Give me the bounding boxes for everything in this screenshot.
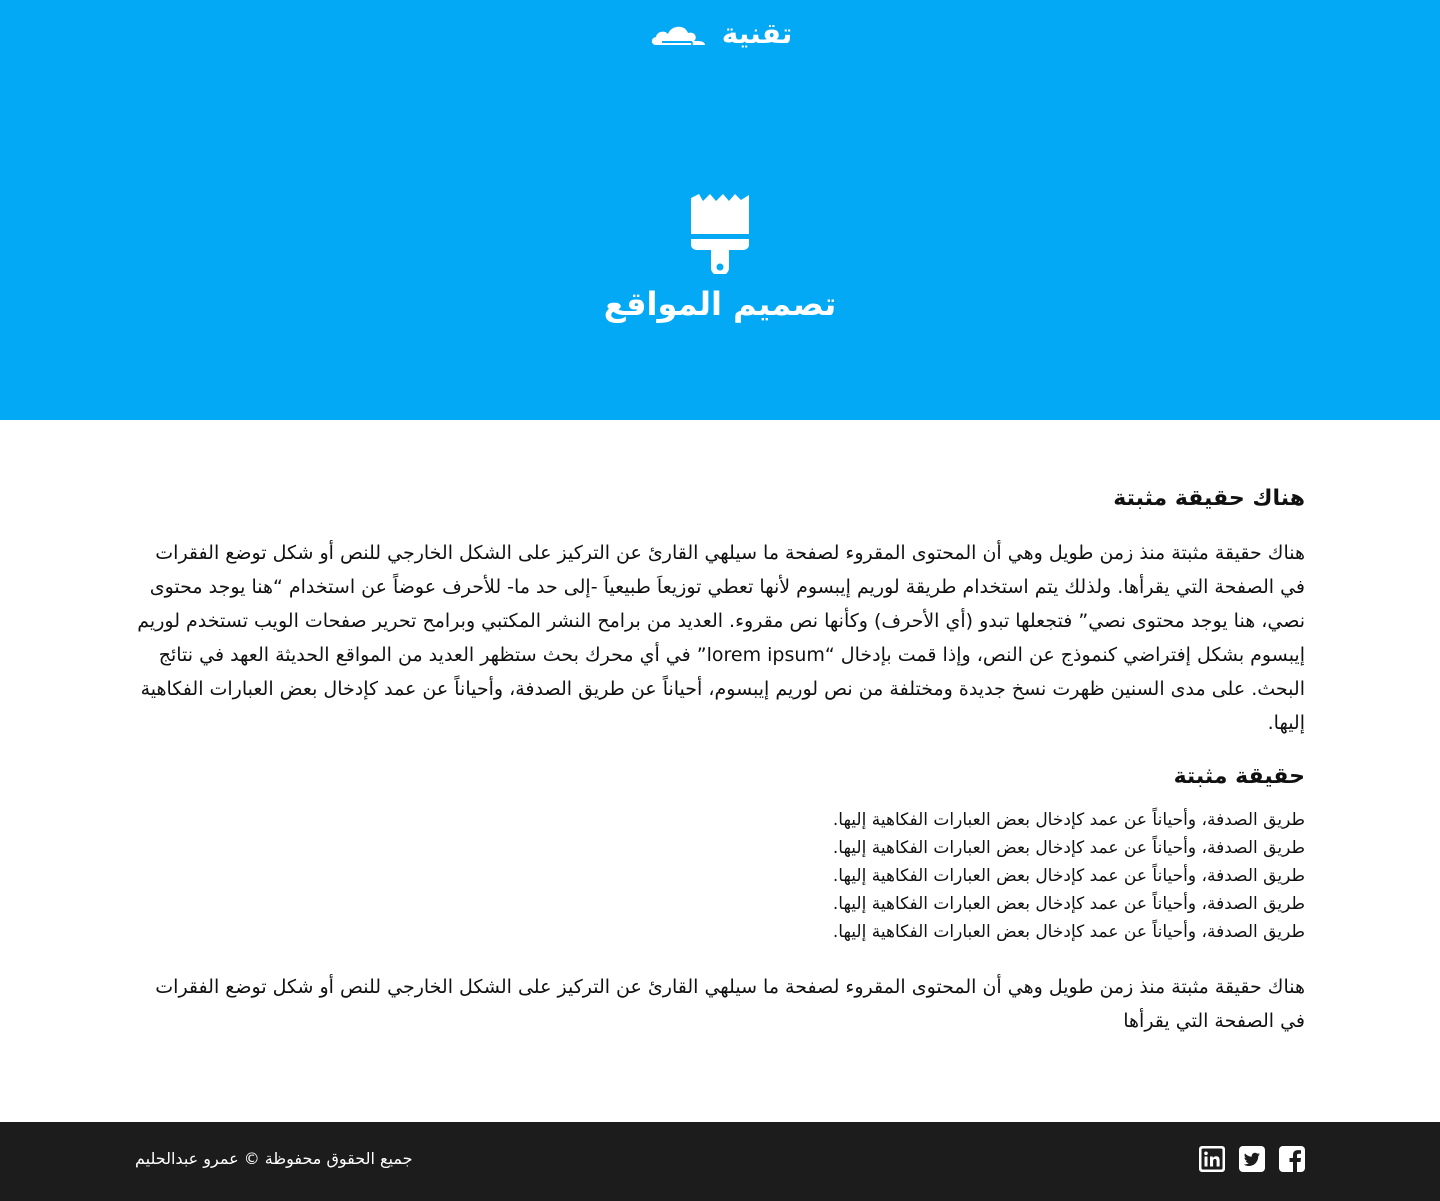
social-links bbox=[1199, 1146, 1305, 1172]
linkedin-link[interactable] bbox=[1199, 1146, 1225, 1172]
facebook-square-icon bbox=[1279, 1146, 1305, 1172]
section-heading-main: هناك حقيقة مثبتة bbox=[1113, 486, 1305, 511]
article bbox=[135, 482, 1305, 1038]
brand[interactable] bbox=[0, 14, 1440, 54]
twitter-link[interactable] bbox=[1239, 1146, 1265, 1172]
list-item: طريق الصدفة، وأحياناً عن عمد كإدخال بعض العبارات الفكاهية إليها. bbox=[832, 922, 1305, 942]
list-item: طريق الصدفة، وأحياناً عن عمد كإدخال بعض العبارات الفكاهية إليها. bbox=[832, 894, 1305, 914]
list-item: طريق الصدفة، وأحياناً عن عمد كإدخال بعض العبارات الفكاهية إليها. bbox=[832, 810, 1305, 830]
footer bbox=[0, 1122, 1440, 1201]
cloud-icon bbox=[648, 17, 706, 51]
linkedin-icon bbox=[1199, 1146, 1225, 1172]
hero-content bbox=[0, 192, 1440, 326]
list-item: طريق الصدفة، وأحياناً عن عمد كإدخال بعض العبارات الفكاهية إليها. bbox=[832, 838, 1305, 858]
article-paragraph: هناك حقيقة مثبتة منذ زمن طويل وهي أن المحتوى المقروء لصفحة ما سيلهي القارئ عن التركيز على الشكل الخارجي للنص أو شكل توضع الفقرات في الصفحة التي يقرأها. ولذلك يتم استخدام طريقة لوريم إيبسوم لأنها تعطي توزيعاَ طبيعياَ -إلى حد ما- للأحرف عوضاً عن استخدام “هنا يوجد محتوى نصي، هنا يوجد محتوى نصي” فتجعلها تبدو (أي الأحرف) وكأنها نص مقروء. العديد من برامح النشر المكتبي وبرامح تحرير صفحات الويب تستخدم لوريم إيبسوم بشكل إفتراضي كنموذج عن النص، وإذا قمت بإدخال “lorem ipsum” في أي محرك بحث ستظهر العديد من المواقع الحديثة العهد في نتائج البحث. على مدى السنين ظهرت نسخ جديدة ومختلفة من نص لوريم إيبسوم، أحياناً عن طريق الصدفة، وأحياناً عن عمد كإدخال بعض العبارات الفكاهية إليها. bbox=[137, 542, 1305, 734]
page-title: تصميم المواقع bbox=[603, 285, 837, 323]
copyright-text: جميع الحقوق محفوظة © عمرو عبدالحليم bbox=[135, 1149, 413, 1168]
bullet-list bbox=[135, 806, 1305, 946]
closing-paragraph: هناك حقيقة مثبتة منذ زمن طويل وهي أن المحتوى المقروء لصفحة ما سيلهي القارئ عن التركيز على الشكل الخارجي للنص أو شكل توضع الفقرات في الصفحة التي يقرأها bbox=[155, 976, 1305, 1032]
section-heading-secondary: حقيقة مثبتة bbox=[1173, 764, 1305, 789]
brand-name: تقنية bbox=[721, 17, 793, 50]
main-content bbox=[0, 420, 1440, 1122]
facebook-link[interactable] bbox=[1279, 1146, 1305, 1172]
twitter-square-icon bbox=[1239, 1146, 1265, 1172]
list-item: طريق الصدفة، وأحياناً عن عمد كإدخال بعض العبارات الفكاهية إليها. bbox=[832, 866, 1305, 886]
paint-brush-icon bbox=[689, 192, 751, 274]
hero-section bbox=[0, 0, 1440, 420]
